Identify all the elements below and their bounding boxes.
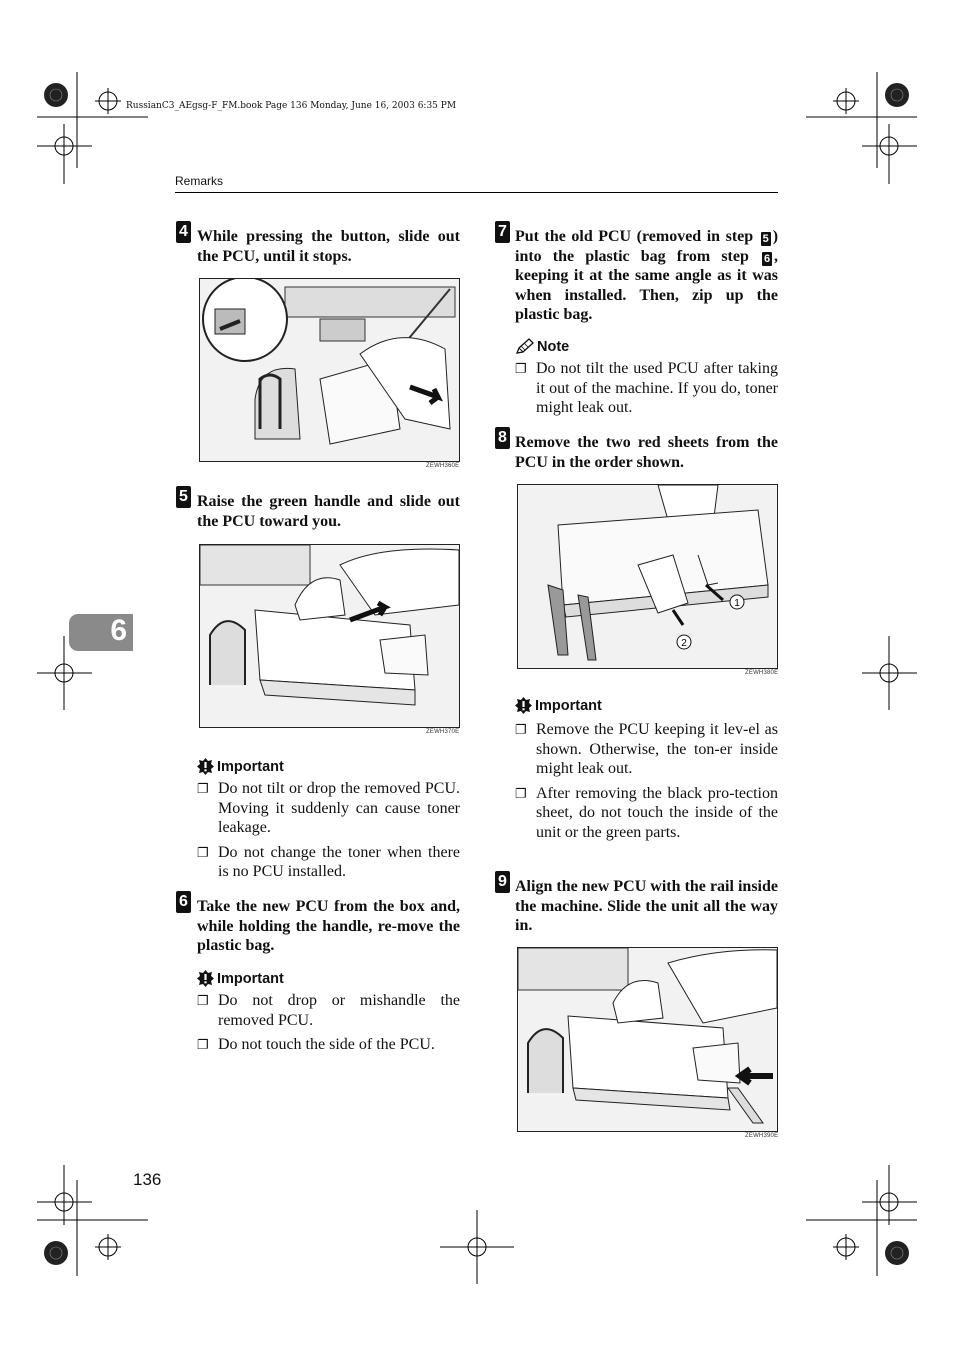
important-heading-2 [197,970,284,987]
step-6-text: Take the new PCU from the box and, while holding the handle, re-move the plastic bag. [197,898,460,954]
bullet-box-icon: ❐ [515,722,527,737]
list-item: ❐ Do not tilt or drop the removed PCU. Moving it suddenly can cause toner leakage. [197,780,460,836]
bullet-box-icon: ❐ [197,781,209,796]
figure-code-step-9: ZEWH390E [745,1133,779,1139]
figure-step-5 [199,544,460,728]
step-5-badge: 5 [176,486,191,508]
callout-2: 2 [681,638,687,649]
bullet-box-icon: ❐ [515,785,527,801]
important-title-1: Important [217,758,284,775]
important-icon [197,970,214,987]
note-title: Note [537,338,570,355]
step-9-text: Align the new PCU with the rail inside the machine. Slide the unit all the way in. [515,878,778,934]
bullet-box-icon: ❐ [515,361,527,376]
important-list-2 [197,991,460,1055]
step-ref-5: 5 [762,233,769,245]
step-5-text: Raise the green handle and slide out the PCU toward you. [197,493,460,530]
important-title-3: Important [535,697,602,714]
running-header: Remarks [175,174,224,188]
important-list-3 [515,720,778,842]
important-list-1 [197,779,460,882]
figure-step-9 [517,947,778,1132]
figure-step-4 [199,278,460,462]
pencil-icon [515,338,534,355]
list-item: ❐ Remove the PCU keeping it lev-el as shown. Otherwise, the ton-er inside might leak out. [515,721,778,777]
illustration-raise-handle [200,545,459,727]
list-item: ❐ Do not touch the side of the PCU. [197,1036,435,1053]
bullet-box-icon: ❐ [197,1037,209,1052]
figure-code-step-8: ZEWH380E [745,670,779,676]
list-item: ❐ Do not drop or mishandle the removed PCU. [197,992,460,1029]
step-ref-6: 6 [763,252,771,265]
figure-code-step-4: ZEWH360E [426,463,460,469]
step-8-text: Remove the two red sheets from the PCU in the order shown. [515,434,778,471]
important-heading-1 [197,758,284,775]
step-9-badge: 9 [495,871,510,893]
note-heading [515,338,569,355]
step-4-badge: 4 [176,221,191,243]
chapter-tab [69,614,133,651]
file-info: RussianC3_AEgsg-F_FM.book Page 136 Monday, June 16, 2003 6:35 PM [126,101,457,111]
figure-code-step-5: ZEWH370E [426,729,460,735]
step-6-badge: 6 [176,891,191,913]
figure-step-8 [517,484,778,669]
list-item: ❐ After removing the black pro-tection sheet, do not touch the inside of the unit or the green parts. [515,784,778,841]
list-item: ❐ Do not change the toner when there is no PCU installed. [197,843,460,880]
illustration-pull-out-pcu [200,279,459,461]
chapter-tab-number: 6 [110,614,127,647]
important-icon [197,758,214,775]
bullet-box-icon: ❐ [197,993,209,1008]
bullet-box-icon: ❐ [197,844,209,860]
page-number: 136 [133,1170,162,1189]
illustration-insert-pcu [518,948,777,1131]
callout-1: 1 [734,598,740,609]
step-7-badge: 7 [495,221,510,243]
header-rule [175,192,778,193]
note-list [515,359,778,418]
important-icon [515,697,532,714]
important-heading-3 [515,697,602,714]
illustration-remove-sheets [518,485,777,668]
step-8-badge: 8 [495,427,510,449]
step-7-text: Put the old PCU (removed in step 5 ) into the plastic bag from step 6 , keeping it at the same angle as it was when installed. Then, zip up the plastic bag. [515,228,779,323]
important-title-2: Important [217,970,284,987]
list-item: ❐ Do not tilt the used PCU after taking it out of the machine. If you do, toner might leak out. [515,360,778,416]
step-4-text: While pressing the button, slide out the PCU, until it stops. [197,228,460,265]
